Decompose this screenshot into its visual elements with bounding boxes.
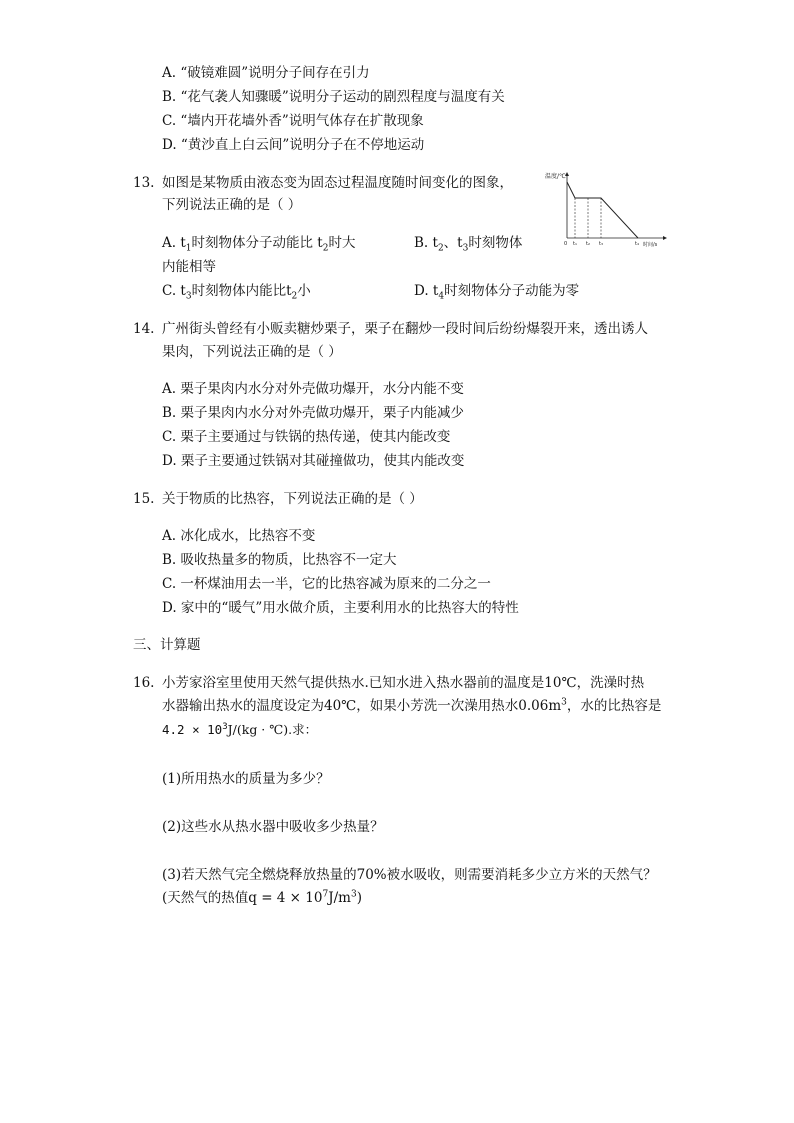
graph-y-label: 温度/℃ (545, 173, 566, 180)
q14-option-c: C. 栗子主要通过与铁锅的热传递，使其内能改变 (162, 429, 451, 445)
q13-option-a: A. $t_1$时刻物体分子动能比 $t_2$时大 (162, 235, 356, 254)
graph-x-label: 时间/s (643, 242, 658, 248)
q14-option-b: B. 栗子果肉内水分对外壳做功爆开，栗子内能减少 (162, 405, 465, 421)
q13-option-d: D. $t_4$时刻物体分子动能为零 (414, 283, 580, 302)
q15-option-d: D. 家中的“暖气”用水做介质，主要利用水的比热容大的特性 (162, 600, 519, 616)
q14-number: 14. (133, 321, 155, 337)
q13-stem-line1: 如图是某物质由液态变为固态过程温度随时间变化的图象， (162, 175, 513, 191)
q15-stem: 关于物质的比热容，下列说法正确的是（ ） (162, 491, 423, 507)
q16-line2: 水器输出热水的温度设定为40℃，如果小芳洗一次澡用热水$0.06m^3$，水的比热容是 (162, 697, 662, 714)
graph-tick-t2: t₂ (586, 241, 590, 247)
q12-option-d: D. “黄沙直上白云间”说明分子在不停地运动 (162, 137, 425, 153)
q13-number: 13. (133, 175, 155, 191)
q16-number: 16. (133, 675, 155, 691)
q15-option-c: C. 一杯煤油用去一半，它的比热容减为原来的二分之一 (162, 576, 491, 592)
section-title: 三、计算题 (133, 637, 201, 653)
q15-option-a: A. 冰化成水，比热容不变 (162, 528, 316, 544)
q16-sub3-line2: (天然气的热值$q = 4 \times 10^7J/m^3$) (162, 889, 362, 906)
q14-option-d: D. 栗子主要通过铁锅对其碰撞做功，使其内能改变 (162, 453, 465, 469)
q12-option-c: C. “墙内开花墙外香”说明气体存在扩散现象 (162, 113, 424, 129)
q14-option-a: A. 栗子果肉内水分对外壳做功爆开，水分内能不变 (162, 381, 464, 397)
q13-stem-line2: 下列说法正确的是（ ） (162, 197, 302, 213)
q13-option-b: B. $t_2$、$t_3$时刻物体 (414, 235, 523, 254)
q16-line1: 小芳家浴室里使用天然气提供热水.已知水进入热水器前的温度是10℃，洗澡时热 (162, 675, 645, 691)
temperature-time-graph (543, 170, 671, 248)
graph-tick-t1: t₁ (573, 241, 577, 247)
graph-curve (567, 182, 638, 238)
q15-option-b: B. 吸收热量多的物质，比热容不一定大 (162, 552, 397, 568)
graph-tick-0: 0 (564, 241, 568, 247)
q14-stem-line2: 果肉，下列说法正确的是（ ） (162, 344, 342, 360)
graph-tick-t4: t₄ (635, 241, 639, 247)
q14-stem-line1: 广州街头曾经有小贩卖糖炒栗子，栗子在翻炒一段时间后纷纷爆裂开来，透出诱人 (162, 321, 648, 337)
q12-option-a: A. “破镜难圆”说明分子间存在引力 (162, 65, 370, 81)
graph-tick-t3: t₃ (599, 241, 603, 247)
q12-option-b: B. “花气袭人知骤暖”说明分子运动的剧烈程度与温度有关 (162, 89, 505, 105)
q13-option-b-cont: 内能相等 (162, 259, 216, 275)
q16-sub2: (2)这些水从热水器中吸收多少热量？ (162, 819, 384, 835)
graph-x-arrow (663, 236, 667, 240)
q15-number: 15. (133, 491, 155, 507)
q13-option-c: C. $t_3$时刻物体内能比$t_2$小 (162, 283, 311, 302)
q16-sub3-line1: (3)若天然气完全燃烧释放热量的70%被水吸收，则需要消耗多少立方米的天然气？ (162, 867, 657, 883)
q16-line3: $4.2 \times 10^3J/(kg$ · ℃).求： (162, 721, 318, 737)
q16-sub1: (1)所用热水的质量为多少？ (162, 771, 330, 787)
